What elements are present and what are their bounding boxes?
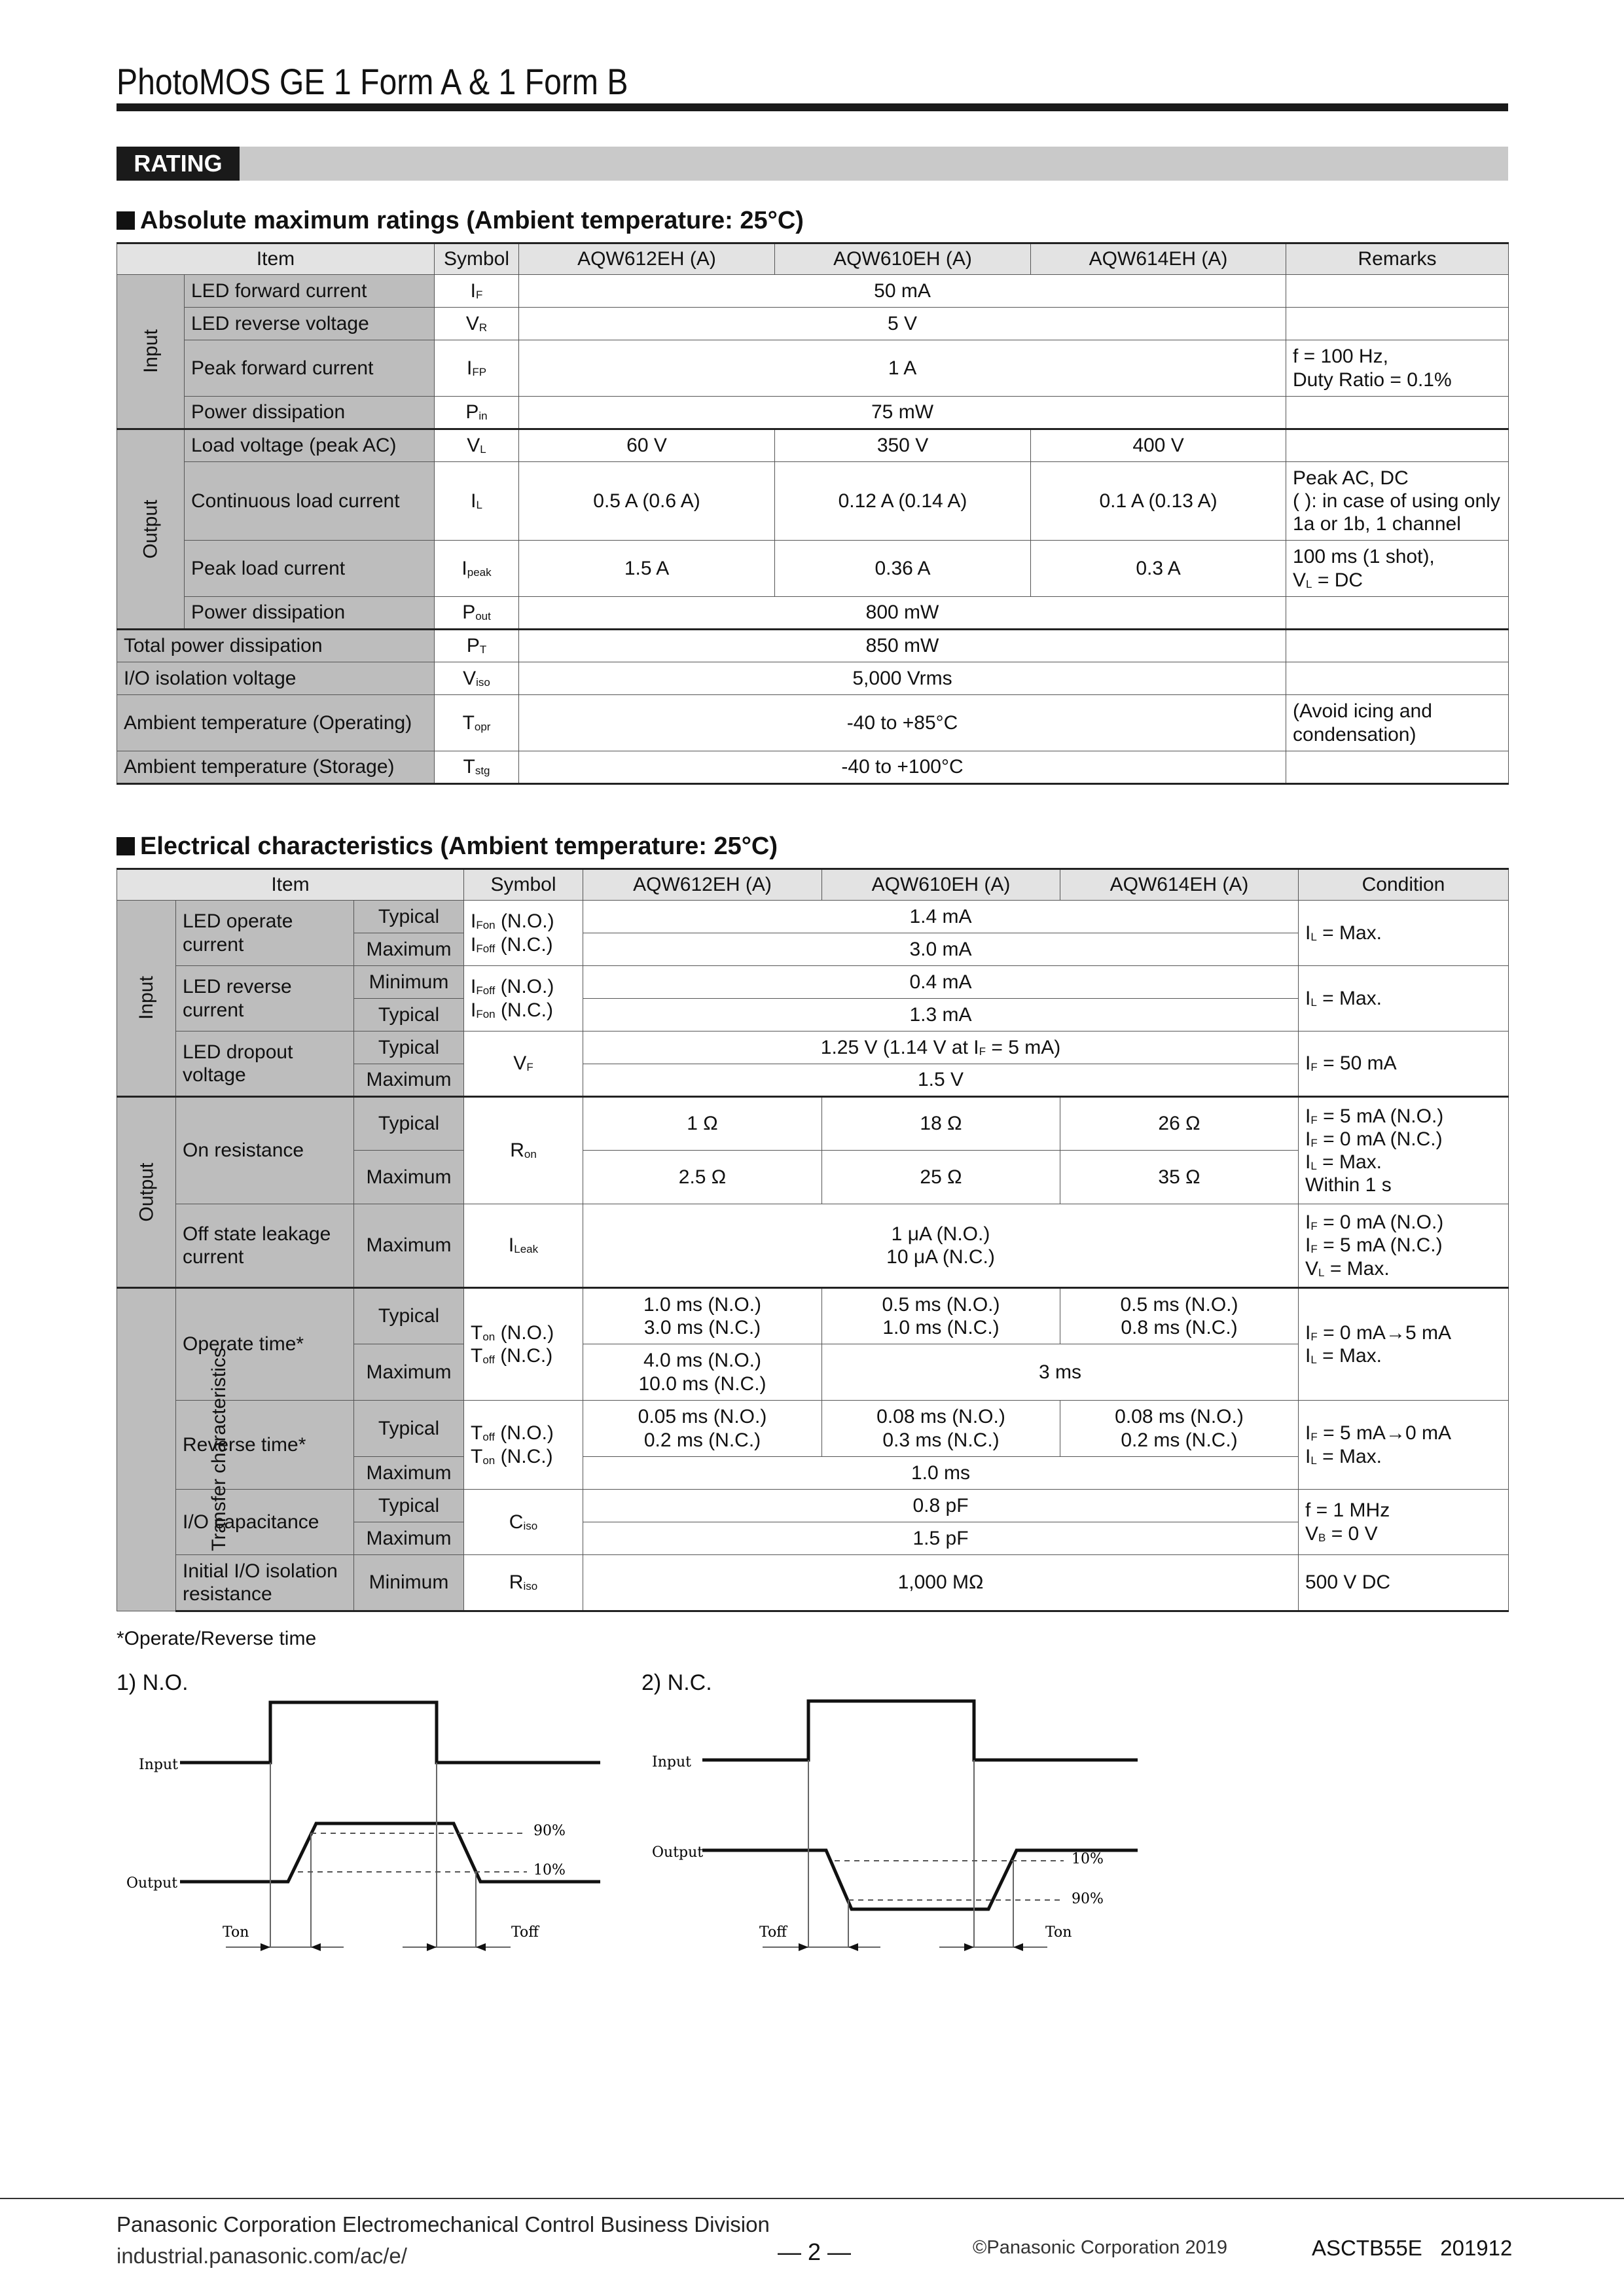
col-remarks: Remarks bbox=[1286, 243, 1509, 275]
remarks-cell: 100 ms (1 shot), $V_L$ = DC bbox=[1286, 541, 1509, 597]
row-label: Total power dissipation bbox=[117, 630, 435, 662]
value-cell: 1 A bbox=[519, 340, 1286, 397]
value-cell: 60 V bbox=[519, 429, 775, 462]
value-cell: 1.5 A bbox=[519, 541, 775, 597]
col-model-2: AQW610EH (A) bbox=[822, 869, 1060, 901]
sub-label: Maximum bbox=[354, 1151, 464, 1204]
row-label: Reverse time* bbox=[176, 1401, 354, 1490]
arrow-icon bbox=[964, 1943, 974, 1951]
value-cell: 350 V bbox=[775, 429, 1031, 462]
value-cell: 850 mW bbox=[519, 630, 1286, 662]
col-model-3: AQW614EH (A) bbox=[1031, 243, 1286, 275]
symbol-cell: $I_L$ bbox=[435, 462, 519, 541]
remarks-cell: f = 100 Hz, Duty Ratio = 0.1% bbox=[1286, 340, 1509, 397]
condition-cell: $I_F = 5$ mA→0 mA $I_L$ = Max. bbox=[1299, 1401, 1509, 1490]
value-cell: 1.0 ms bbox=[583, 1457, 1299, 1490]
value-cell: 0.08 ms (N.O.) 0.3 ms (N.C.) bbox=[822, 1401, 1060, 1457]
nc-output-label: Output bbox=[652, 1844, 704, 1861]
sub-label: Typical bbox=[354, 1401, 464, 1457]
condition-cell: $I_F = 0$ mA (N.O.) $I_F = 5$ mA (N.C.) $V_L$ = Max. bbox=[1299, 1204, 1509, 1288]
value-cell: 5,000 Vrms bbox=[519, 662, 1286, 695]
diagram-nc-caption: 2) N.C. bbox=[641, 1670, 712, 1695]
value-cell: -40 to +100°C bbox=[519, 751, 1286, 784]
symbol-cell: $I_{Foff}$ (N.O.) $I_{Fon}$ (N.C.) bbox=[464, 966, 583, 1031]
col-symbol: Symbol bbox=[435, 243, 519, 275]
row-label: Power dissipation bbox=[185, 397, 435, 429]
symbol-cell: $V_R$ bbox=[435, 308, 519, 340]
row-label: LED forward current bbox=[185, 275, 435, 308]
row-label: LED reverse current bbox=[176, 966, 354, 1031]
nc-diagram-lines bbox=[702, 1701, 1138, 1909]
value-cell: 5 V bbox=[519, 308, 1286, 340]
no-dashed bbox=[298, 1833, 527, 1872]
nc-90-label: 90% bbox=[1072, 1891, 1104, 1907]
value-cell: 0.4 mA bbox=[583, 966, 1299, 999]
arrow-icon bbox=[799, 1943, 808, 1951]
value-cell: 1,000 MΩ bbox=[583, 1555, 1299, 1611]
row-label: Power dissipation bbox=[185, 597, 435, 630]
condition-cell: $I_L$ = Max. bbox=[1299, 966, 1509, 1031]
value-cell: 0.36 A bbox=[775, 541, 1031, 597]
value-cell: 26 Ω bbox=[1060, 1097, 1299, 1151]
sub-label: Minimum bbox=[354, 1555, 464, 1611]
condition-cell: $I_L$ = Max. bbox=[1299, 901, 1509, 966]
symbol-cell: $T_{on}$ (N.O.) $T_{off}$ (N.C.) bbox=[464, 1288, 583, 1401]
nc-10-label: 10% bbox=[1072, 1851, 1104, 1867]
arrow-icon bbox=[848, 1943, 858, 1951]
value-cell: 0.5 ms (N.O.) 1.0 ms (N.C.) bbox=[822, 1288, 1060, 1344]
value-cell: 0.1 A (0.13 A) bbox=[1031, 462, 1286, 541]
value-cell: 0.05 ms (N.O.) 0.2 ms (N.C.) bbox=[583, 1401, 822, 1457]
sub-label: Maximum bbox=[354, 1457, 464, 1490]
abs-title-text: Absolute maximum ratings (Ambient temperature: 25°C) bbox=[140, 207, 804, 234]
value-cell: 1.25 V (1.14 V at $I_F = 5$ mA) bbox=[583, 1031, 1299, 1064]
row-label: Ambient temperature (Storage) bbox=[117, 751, 435, 784]
symbol-cell: $T_{stg}$ bbox=[435, 751, 519, 784]
sub-label: Typical bbox=[354, 1490, 464, 1522]
no-input-waveform bbox=[180, 1702, 600, 1763]
value-cell: 1.5 pF bbox=[583, 1522, 1299, 1555]
symbol-cell: $I_{peak}$ bbox=[435, 541, 519, 597]
value-cell: 0.3 A bbox=[1031, 541, 1286, 597]
symbol-cell: $I_{Fon}$ (N.O.) $I_{Foff}$ (N.C.) bbox=[464, 901, 583, 966]
col-condition: Condition bbox=[1299, 869, 1509, 901]
page-number: — 2 — bbox=[778, 2238, 852, 2265]
row-label: Initial I/O isolation resistance bbox=[176, 1555, 354, 1611]
col-model-1: AQW612EH (A) bbox=[583, 869, 822, 901]
col-model-2: AQW610EH (A) bbox=[775, 243, 1031, 275]
arrow-icon bbox=[1013, 1943, 1023, 1951]
sub-label: Maximum bbox=[354, 1204, 464, 1288]
nc-dashed bbox=[835, 1861, 1064, 1900]
nc-guides bbox=[763, 1760, 1047, 1947]
value-cell: 1 μA (N.O.) 10 μA (N.C.) bbox=[583, 1204, 1299, 1288]
symbol-cell: $C_{iso}$ bbox=[464, 1490, 583, 1555]
no-10-label: 10% bbox=[533, 1862, 566, 1878]
nc-input-label: Input bbox=[652, 1754, 691, 1770]
value-cell: 50 mA bbox=[519, 275, 1286, 308]
col-symbol: Symbol bbox=[464, 869, 583, 901]
arrow-icon bbox=[311, 1943, 321, 1951]
value-cell: 0.12 A (0.14 A) bbox=[775, 462, 1031, 541]
sub-label: Maximum bbox=[354, 1344, 464, 1401]
sub-label: Typical bbox=[354, 1097, 464, 1151]
row-label: Peak forward current bbox=[185, 340, 435, 397]
document-code: ASCTB55E 201912 bbox=[1312, 2236, 1513, 2260]
symbol-cell: $I_{Leak}$ bbox=[464, 1204, 583, 1288]
row-label: Peak load current bbox=[185, 541, 435, 597]
value-cell: 400 V bbox=[1031, 429, 1286, 462]
symbol-cell: $P_{in}$ bbox=[435, 397, 519, 429]
remarks-cell: Peak AC, DC ( ): in case of using only 1a or 1b, 1 channel bbox=[1286, 462, 1509, 541]
row-label: Load voltage (peak AC) bbox=[185, 429, 435, 462]
group-input: Input bbox=[117, 275, 185, 429]
symbol-cell: $R_{iso}$ bbox=[464, 1555, 583, 1611]
value-cell: 18 Ω bbox=[822, 1097, 1060, 1151]
symbol-cell: $I_F$ bbox=[435, 275, 519, 308]
arrow-icon bbox=[476, 1943, 486, 1951]
row-label: On resistance bbox=[176, 1097, 354, 1204]
nc-ton-label: Ton bbox=[1045, 1924, 1072, 1941]
symbol-cell: $T_{opr}$ bbox=[435, 695, 519, 751]
sub-label: Typical bbox=[354, 999, 464, 1031]
nc-toff-label: Toff bbox=[759, 1924, 787, 1941]
rating-label: RATING bbox=[117, 147, 240, 181]
footer-rule bbox=[0, 2198, 1624, 2199]
group-transfer: Transfer characteristics bbox=[117, 1288, 176, 1611]
value-cell: -40 to +85°C bbox=[519, 695, 1286, 751]
symbol-cell: $P_{out}$ bbox=[435, 597, 519, 630]
sub-label: Maximum bbox=[354, 1522, 464, 1555]
row-label: Operate time* bbox=[176, 1288, 354, 1401]
no-input-label: Input bbox=[139, 1757, 178, 1773]
sub-label: Typical bbox=[354, 1288, 464, 1344]
remarks-cell: (Avoid icing and condensation) bbox=[1286, 695, 1509, 751]
value-cell: 4.0 ms (N.O.) 10.0 ms (N.C.) bbox=[583, 1344, 822, 1401]
footnote: *Operate/Reverse time bbox=[117, 1628, 317, 1649]
row-label: LED operate current bbox=[176, 901, 354, 966]
nc-input-waveform bbox=[702, 1701, 1138, 1760]
row-label: I/O isolation voltage bbox=[117, 662, 435, 695]
col-model-1: AQW612EH (A) bbox=[519, 243, 775, 275]
col-item: Item bbox=[117, 869, 464, 901]
row-label: LED reverse voltage bbox=[185, 308, 435, 340]
sub-label: Maximum bbox=[354, 1064, 464, 1097]
arrow-icon bbox=[427, 1943, 437, 1951]
symbol-cell: $V_F$ bbox=[464, 1031, 583, 1097]
group-output: Output bbox=[117, 1097, 176, 1288]
footer-copyright: ©Panasonic Corporation 2019 bbox=[973, 2237, 1227, 2258]
symbol-cell: $V_L$ bbox=[435, 429, 519, 462]
symbol-cell: $I_{FP}$ bbox=[435, 340, 519, 397]
condition-cell: $I_F = 0$ mA→5 mA $I_L$ = Max. bbox=[1299, 1288, 1509, 1401]
value-cell: 35 Ω bbox=[1060, 1151, 1299, 1204]
symbol-cell: $R_{on}$ bbox=[464, 1097, 583, 1204]
value-cell: 25 Ω bbox=[822, 1151, 1060, 1204]
no-output-label: Output bbox=[126, 1875, 178, 1892]
no-diagram-lines bbox=[180, 1702, 600, 1882]
sub-label: Typical bbox=[354, 901, 464, 933]
condition-cell: $I_F = 50$ mA bbox=[1299, 1031, 1509, 1097]
group-output: Output bbox=[117, 429, 185, 630]
symbol-cell: $V_{iso}$ bbox=[435, 662, 519, 695]
value-cell: 75 mW bbox=[519, 397, 1286, 429]
no-ton-label: Ton bbox=[223, 1924, 249, 1941]
sub-label: Maximum bbox=[354, 933, 464, 966]
group-input: Input bbox=[117, 901, 176, 1097]
page-title: PhotoMOS GE 1 Form A & 1 Form B bbox=[117, 61, 628, 102]
elec-title-text: Electrical characteristics (Ambient temperature: 25°C) bbox=[140, 833, 778, 860]
footer-company: Panasonic Corporation Electromechanical Control Business Division bbox=[117, 2212, 770, 2236]
symbol-cell: $P_T$ bbox=[435, 630, 519, 662]
value-cell: 0.5 ms (N.O.) 0.8 ms (N.C.) bbox=[1060, 1288, 1299, 1344]
no-toff-label: Toff bbox=[511, 1924, 539, 1941]
value-cell: 800 mW bbox=[519, 597, 1286, 630]
value-cell: 0.5 A (0.6 A) bbox=[519, 462, 775, 541]
row-label: I/O capacitance bbox=[176, 1490, 354, 1555]
value-cell: 3.0 mA bbox=[583, 933, 1299, 966]
sub-label: Typical bbox=[354, 1031, 464, 1064]
symbol-cell: $T_{off}$ (N.O.) $T_{on}$ (N.C.) bbox=[464, 1401, 583, 1490]
condition-cell: $I_F = 5$ mA (N.O.) $I_F = 0$ mA (N.C.) $I_L$ = Max. Within 1 s bbox=[1299, 1097, 1509, 1204]
arrow-icon bbox=[261, 1943, 270, 1951]
col-model-3: AQW614EH (A) bbox=[1060, 869, 1299, 901]
row-label: Ambient temperature (Operating) bbox=[117, 695, 435, 751]
value-cell: 1.4 mA bbox=[583, 901, 1299, 933]
value-cell: 2.5 Ω bbox=[583, 1151, 822, 1204]
value-cell: 3 ms bbox=[822, 1344, 1299, 1401]
diagram-no-caption: 1) N.O. bbox=[117, 1670, 189, 1695]
no-90-label: 90% bbox=[533, 1823, 566, 1839]
value-cell: 1 Ω bbox=[583, 1097, 822, 1151]
row-label: Continuous load current bbox=[185, 462, 435, 541]
condition-cell: f = 1 MHz $V_B = 0$ V bbox=[1299, 1490, 1509, 1555]
value-cell: 1.5 V bbox=[583, 1064, 1299, 1097]
value-cell: 0.8 pF bbox=[583, 1490, 1299, 1522]
row-label: LED dropout voltage bbox=[176, 1031, 354, 1097]
value-cell: 1.0 ms (N.O.) 3.0 ms (N.C.) bbox=[583, 1288, 822, 1344]
value-cell: 0.08 ms (N.O.) 0.2 ms (N.C.) bbox=[1060, 1401, 1299, 1457]
col-item: Item bbox=[117, 243, 435, 275]
condition-cell: 500 V DC bbox=[1299, 1555, 1509, 1611]
row-label: Off state leakage current bbox=[176, 1204, 354, 1288]
value-cell: 1.3 mA bbox=[583, 999, 1299, 1031]
sub-label: Minimum bbox=[354, 966, 464, 999]
footer-url[interactable]: industrial.panasonic.com/ac/e/ bbox=[117, 2244, 407, 2268]
